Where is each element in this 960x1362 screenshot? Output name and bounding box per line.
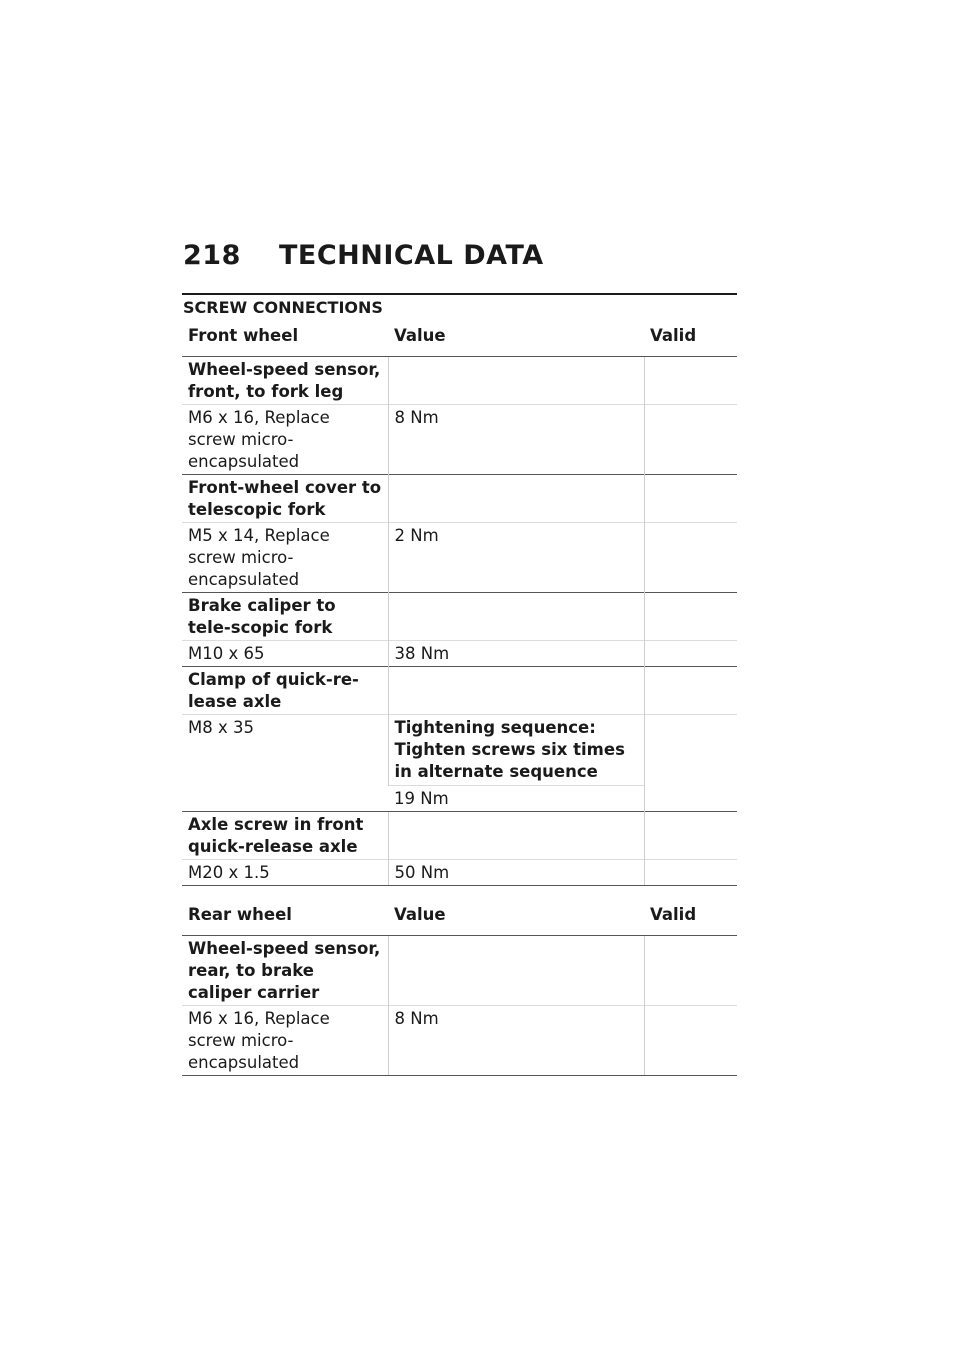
table-row [182, 860, 737, 886]
item-valid [644, 641, 737, 667]
column-header-component: Front wheel [188, 326, 299, 345]
empty-cell [388, 812, 644, 860]
column-header-component: Rear wheel [188, 905, 292, 924]
item-value: 38 Nm [388, 641, 644, 667]
item-spec: M5 x 14, Replace screw micro-encapsulated [182, 523, 388, 593]
table-row [182, 715, 737, 786]
item-value: 50 Nm [388, 860, 644, 886]
page-number: 218 [183, 240, 241, 271]
empty-cell [644, 667, 737, 715]
empty-cell [644, 936, 737, 1006]
table-header-row [182, 316, 737, 357]
item-note: Tightening sequence: Tighten screws six times in alternate sequence [388, 715, 644, 786]
table-row [182, 1006, 737, 1076]
column-header-value: Value [394, 905, 446, 924]
item-value: 8 Nm [388, 1006, 644, 1076]
item-value: 8 Nm [388, 405, 644, 475]
table-row [182, 641, 737, 667]
page-header [183, 240, 544, 271]
table-row [182, 523, 737, 593]
empty-cell [644, 357, 737, 405]
table-group-row [182, 475, 737, 523]
empty-cell [644, 475, 737, 523]
item-valid [644, 405, 737, 475]
empty-cell [388, 936, 644, 1006]
item-spec: M8 x 35 [182, 715, 388, 812]
group-name: Brake caliper to tele-scopic fork [182, 593, 388, 641]
table-group-row [182, 667, 737, 715]
item-spec: M10 x 65 [182, 641, 388, 667]
item-valid [644, 523, 737, 593]
rear-wheel-table [182, 895, 737, 1076]
group-name: Wheel-speed sensor, front, to fork leg [182, 357, 388, 405]
empty-cell [644, 812, 737, 860]
header-rule [182, 293, 737, 295]
empty-cell [644, 593, 737, 641]
section-title: SCREW CONNECTIONS [183, 298, 383, 317]
table-group-row [182, 936, 737, 1006]
empty-cell [388, 357, 644, 405]
chapter-title: TECHNICAL DATA [279, 240, 544, 271]
item-spec: M20 x 1.5 [182, 860, 388, 886]
table-group-row [182, 357, 737, 405]
empty-cell [388, 667, 644, 715]
item-spec: M6 x 16, Replace screw micro-encapsulated [182, 1006, 388, 1076]
table-header-row [182, 895, 737, 936]
group-name: Clamp of quick-re-lease axle [182, 667, 388, 715]
item-value: 19 Nm [388, 786, 644, 812]
group-name: Front-wheel cover to telescopic fork [182, 475, 388, 523]
group-name: Wheel-speed sensor, rear, to brake caliper carrier [182, 936, 388, 1006]
item-value: 2 Nm [388, 523, 644, 593]
column-header-valid: Valid [650, 326, 697, 345]
item-valid [644, 715, 737, 812]
table-group-row [182, 812, 737, 860]
front-wheel-table [182, 316, 737, 886]
item-valid [644, 860, 737, 886]
group-name: Axle screw in front quick-release axle [182, 812, 388, 860]
item-spec: M6 x 16, Replace screw micro-encapsulated [182, 405, 388, 475]
column-header-valid: Valid [650, 905, 697, 924]
empty-cell [388, 475, 644, 523]
table-row [182, 405, 737, 475]
empty-cell [388, 593, 644, 641]
item-valid [644, 1006, 737, 1076]
table-group-row [182, 593, 737, 641]
column-header-value: Value [394, 326, 446, 345]
